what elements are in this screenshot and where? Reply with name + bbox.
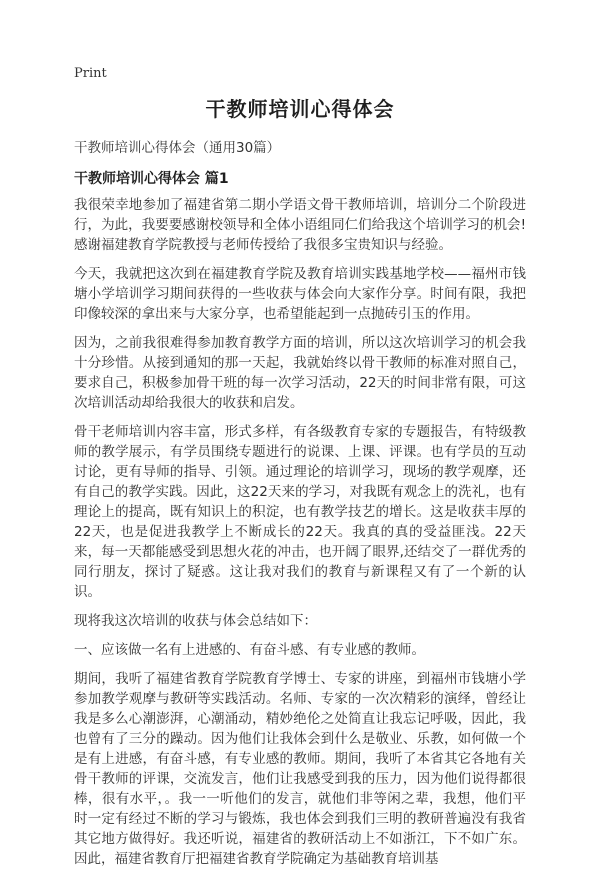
print-link[interactable]: Print	[74, 66, 107, 81]
article-body	[74, 195, 526, 869]
article-paragraph: 一、应该做一名有上进感的、有奋斗感、有专业感的教师。	[74, 642, 425, 658]
article-paragraph: 现将我这次培训的收获与体会总结如下：	[74, 613, 317, 629]
article-paragraph: 骨干老师培训内容丰富，形式多样，有各级教育专家的专题报告，有特级教师的教学展示，有学员围绕专题进行的说课、上课、评课。也有学员的互动讨论，更有导师的指导、引领。通过理论的培训学习，现场的教学观摩，还有自己的教学实践。因此，这22天来的学习，对我既有观念上的洗礼，也有理论上的提高，既有知识上的积淀，也有教学技艺的增长。这是收获丰厚的22天，也是促进我教学上不断成长的22天。我真的真的受益匪浅。22天来，每一天都能感受到思想火花的冲击，也开阔了眼界,还结交了一群优秀的同行朋友，探讨了疑惑。这让我对我们的教育与新课程又有了一个新的认识。	[74, 424, 526, 600]
article-paragraph: 期间，我听了福建省教育学院教育学博士、专家的讲座，到福州市钱塘小学参加教学观摩与教研等实践活动。名师、专家的一次次精彩的演绎，曾经让我是多么心潮澎湃，心潮涌动，精妙绝伦之处简直让我忘记呼吸，因此，我也曾有了三分的躁动。因为他们让我体会到什么是敬业、乐教，如何做一个是有上进感，有奋斗感，有专业感的教师。期间，我听了本省其它各地有关骨干教师的评课，交流发言，他们让我感受到我的压力，因为他们说得都很棒，很有水平，。我一一听他们的发言，就他们非等闲之辈，我想，他们平时一定有经过不断的学习与锻炼，我也体会到我们三明的教研普遍没有我省其它地方做得好。我还听说，福建省的教研活动上不如浙江，下不如广东。因此，福建省教育厅把福建省教育学院确定为基础教育培训基	[74, 671, 526, 867]
article-subtitle: 干教师培训心得体会（通用30篇）	[74, 140, 281, 156]
article-paragraph: 今天，我就把这次到在福建教育学院及教育培训实践基地学校——福州市钱塘小学培训学习期间获得的一些收获与体会向大家作分享。时间有限，我把印像较深的拿出来与大家分享，也希望能起到一点抛砖引玉的作用。	[74, 266, 526, 322]
article-paragraph: 我很荣幸地参加了福建省第二期小学语文骨干教师培训，培训分二个阶段进行，为此，我要要感谢校领导和全体小语组同仁们给我这个培训学习的机会!感谢福建教育学院教授与老师传授给了我很多宝贵知识与经验。	[74, 197, 526, 253]
section-heading: 干教师培训心得体会 篇1	[74, 171, 229, 187]
article-paragraph: 因为，之前我很难得参加教育教学方面的培训，所以这次培训学习的机会我十分珍惜。从接到通知的那一天起，我就始终以骨干教师的标准对照自己，要求自己，积极参加骨干班的每一次学习活动，22天的时间非常有限，可这次培训活动却给我很大的收获和启发。	[74, 335, 526, 411]
page-title: 干教师培训心得体会	[205, 97, 395, 121]
